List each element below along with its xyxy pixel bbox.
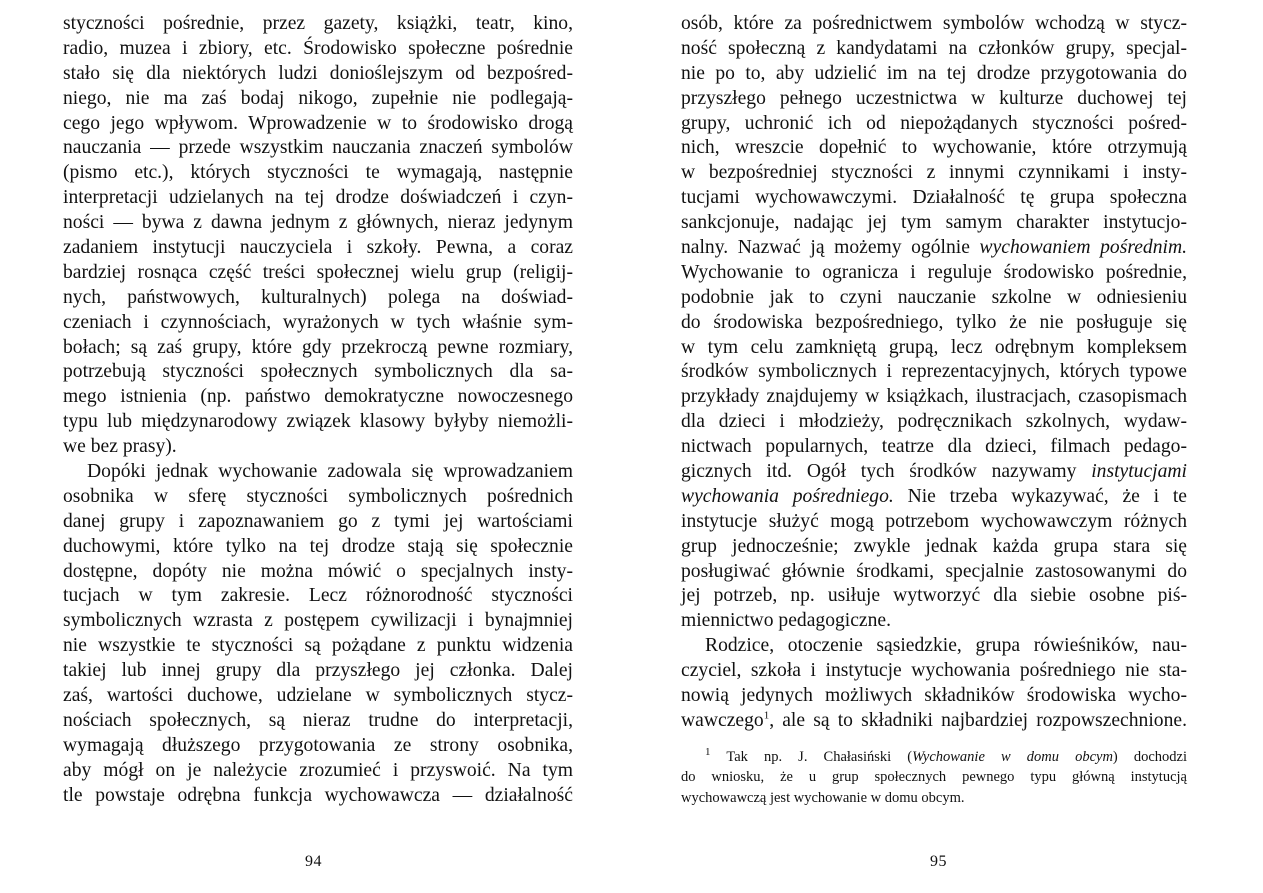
footnote-marker: 1 <box>705 746 711 758</box>
text-line: takiej lub innej grupy dla przyszłego jej członka. Dalej <box>63 660 573 682</box>
emphasis-term: wychowaniem pośrednim. <box>979 237 1187 259</box>
text-run: , ale są to składniki najbardziej rozpowszechnione. <box>769 709 1187 731</box>
text-line: podobnie jak to czyni nauczanie szkolne w odniesieniu <box>681 286 1187 308</box>
footnote <box>681 747 1187 809</box>
emphasis-term: instytucjami <box>1091 461 1187 483</box>
text-line: mego istnienia (np. państwo demokratyczne nowoczesnego <box>63 386 573 408</box>
text-line: w bezpośredniej styczności z innymi czynnikami i insty- <box>681 162 1187 184</box>
text-line: czeniach i czynnościach, wyrażonych w tych właśnie sym- <box>63 311 573 333</box>
page-number: 94 <box>305 853 322 870</box>
text-line: nowią jedynych możliwych składników środowiska wycho- <box>681 685 1187 707</box>
text-run: nalny. Nazwać ją możemy ogólnie <box>681 237 980 259</box>
footnote-line <box>681 747 1187 768</box>
text-line: Rodzice, otoczenie sąsiedzkie, grupa rówieśników, nau- <box>705 635 1187 657</box>
text-line <box>681 236 1187 261</box>
footnote-ref[interactable]: 1 <box>763 709 770 722</box>
text-line: wymagają dłuższego przygotowania ze strony osobnika, <box>63 734 573 756</box>
left-page <box>63 12 573 809</box>
text-line <box>681 485 1187 510</box>
text-run: gicznych itd. Ogół tych środków nazywamy <box>681 461 1092 483</box>
text-line: tucjami wychowawczymi. Działalność tę grupa społeczna <box>681 187 1187 209</box>
text-line <box>681 460 1187 485</box>
emphasis-term: wychowania pośredniego. <box>681 485 894 507</box>
text-line: przyszłego pełnego uczestnictwa w kulturze duchowej tej <box>681 87 1187 109</box>
text-run: Tak np. J. Chałasiński ( <box>726 748 913 765</box>
text-line: jej potrzeb, np. usiłuje wytworzyć dla siebie osobne piś- <box>681 585 1187 607</box>
text-line <box>681 709 1187 734</box>
footnote-line: do wniosku, że u grup społecznych pewnego typu główną instytucją <box>681 769 1187 786</box>
text-line: aby mógł on je należycie zrozumieć i przyswoić. Na tym <box>63 759 573 781</box>
text-line: interpretacji udzielanych na tej drodze doświadczeń i czyn- <box>63 187 573 209</box>
text-line: nauczania — przede wszystkim nauczania znaczeń symbolów <box>63 137 573 159</box>
text-line: osobnika w sferę styczności symbolicznych pośrednich <box>63 485 573 507</box>
text-line: grup jednocześnie; zwykle jednak każda grupa stara się <box>681 535 1187 557</box>
right-page <box>681 12 1187 808</box>
text-line: nie wszystkie te styczności są pożądane z punktu widzenia <box>63 635 573 657</box>
text-line: nictwach popularnych, teatrze dla dzieci, filmach pedago- <box>681 436 1187 458</box>
text-line: bardziej rosnąca część treści społecznej wielu grup (religij- <box>63 261 573 283</box>
text-line: cego jego wpływom. Wprowadzenie w to środowisko drogą <box>63 112 573 134</box>
text-line: ność społeczną z kandydatami na członków grupy, specjal- <box>681 37 1187 59</box>
text-line: tle powstaje odrębna funkcja wychowawcza — działalność <box>63 784 573 806</box>
footnote-line: wychowawczą jest wychowanie w domu obcym. <box>681 789 965 806</box>
text-line: zadaniem instytucji nauczyciela i szkoły. Pewna, a coraz <box>63 237 573 259</box>
text-line: bołach; są zaś grupy, które gdy przekroczą pewne rozmiary, <box>63 336 573 358</box>
text-line: typu lub międzynarodowy związek klasowy byłyby niemożli- <box>63 411 573 433</box>
text-line: do środowiska bezpośredniego, tylko że nie posługuje się <box>681 311 1187 333</box>
text-line: nich, wreszcie dopełnić to wychowanie, które otrzymują <box>681 137 1187 159</box>
text-line: nie po to, aby udzielić im na tej drodze przygotowania do <box>681 62 1187 84</box>
text-line: środków symbolicznych i reprezentacyjnych, których typowe <box>681 361 1187 383</box>
right-paragraph-2 <box>681 634 1187 734</box>
text-run: Nie trzeba wykazywać, że i te <box>893 485 1188 507</box>
page-number: 95 <box>930 853 947 870</box>
text-line: stało się dla niektórych ludzi donioślejszym od bezpośred- <box>63 62 573 84</box>
text-line: potrzebują styczności społecznych symbolicznych dla sa- <box>63 361 573 383</box>
cited-title: Wychowanie w domu obcym <box>912 748 1113 765</box>
text-run: ) dochodzi <box>1112 748 1187 765</box>
text-line: danej grupy i zapoznawaniem go z tymi jej wartościami <box>63 510 573 532</box>
text-line: Dopóki jednak wychowanie zadowala się wprowadzaniem <box>87 461 573 483</box>
text-line: posługiwać głównie środkami, specjalnie zastosowanymi do <box>681 560 1187 582</box>
text-line: symbolicznych wzrasta z postępem cywilizacji i bynajmniej <box>63 610 573 632</box>
text-line: dla dzieci i młodzieży, podręcznikach szkolnych, wydaw- <box>681 411 1187 433</box>
text-line: radio, muzea i zbiory, etc. Środowisko społeczne pośrednie <box>63 37 573 59</box>
text-line: dostępne, dopóty nie można mówić o specjalnych insty- <box>63 560 573 582</box>
text-line: nych, państwowych, kulturalnych) polega na doświad- <box>63 286 573 308</box>
left-paragraph-1 <box>63 12 573 460</box>
left-paragraph-2 <box>63 460 573 808</box>
text-line: nościach społecznych, są nieraz trudne do interpretacji, <box>63 709 573 731</box>
text-line: czyciel, szkoła i instytucje wychowania pośredniego nie sta- <box>681 660 1187 682</box>
text-line: ności — bywa z dawna jednym z głównych, nieraz jedynym <box>63 212 573 234</box>
text-line: grupy, uchronić ich od niepożądanych styczności pośred- <box>681 112 1187 134</box>
right-paragraph-1 <box>681 12 1187 634</box>
text-line: zaś, wartości duchowe, udzielane w symbolicznych stycz- <box>63 685 573 707</box>
text-line: tucjach w tym zakresie. Lecz różnorodność styczności <box>63 585 573 607</box>
text-line: miennictwo pedagogiczne. <box>681 610 892 632</box>
text-line: w tym celu zamkniętą grupą, lecz odrębnym kompleksem <box>681 336 1187 358</box>
text-line: sankcjonuje, nadając jej tym samym charakter instytucjo- <box>681 212 1187 234</box>
text-line: osób, które za pośrednictwem symbolów wchodzą w stycz- <box>681 13 1187 34</box>
text-run: wawczego <box>681 709 764 731</box>
text-line: Wychowanie to ogranicza i reguluje środowisko pośrednie, <box>681 261 1187 283</box>
text-line: duchowymi, które tylko na tej drodze stają się społecznie <box>63 535 573 557</box>
text-line: styczności pośrednie, przez gazety, książki, teatr, kino, <box>63 13 573 34</box>
text-line: (pismo etc.), których styczności te wymagają, następnie <box>63 162 573 184</box>
text-line: przykłady znajdujemy w książkach, ilustracjach, czasopismach <box>681 386 1187 408</box>
text-line: niego, nie ma zaś bodaj nikogo, zupełnie nie podlegają- <box>63 87 573 109</box>
text-line: we bez prasy). <box>63 436 177 458</box>
text-line: instytucje służyć mogą potrzebom wychowawczym różnych <box>681 510 1187 532</box>
